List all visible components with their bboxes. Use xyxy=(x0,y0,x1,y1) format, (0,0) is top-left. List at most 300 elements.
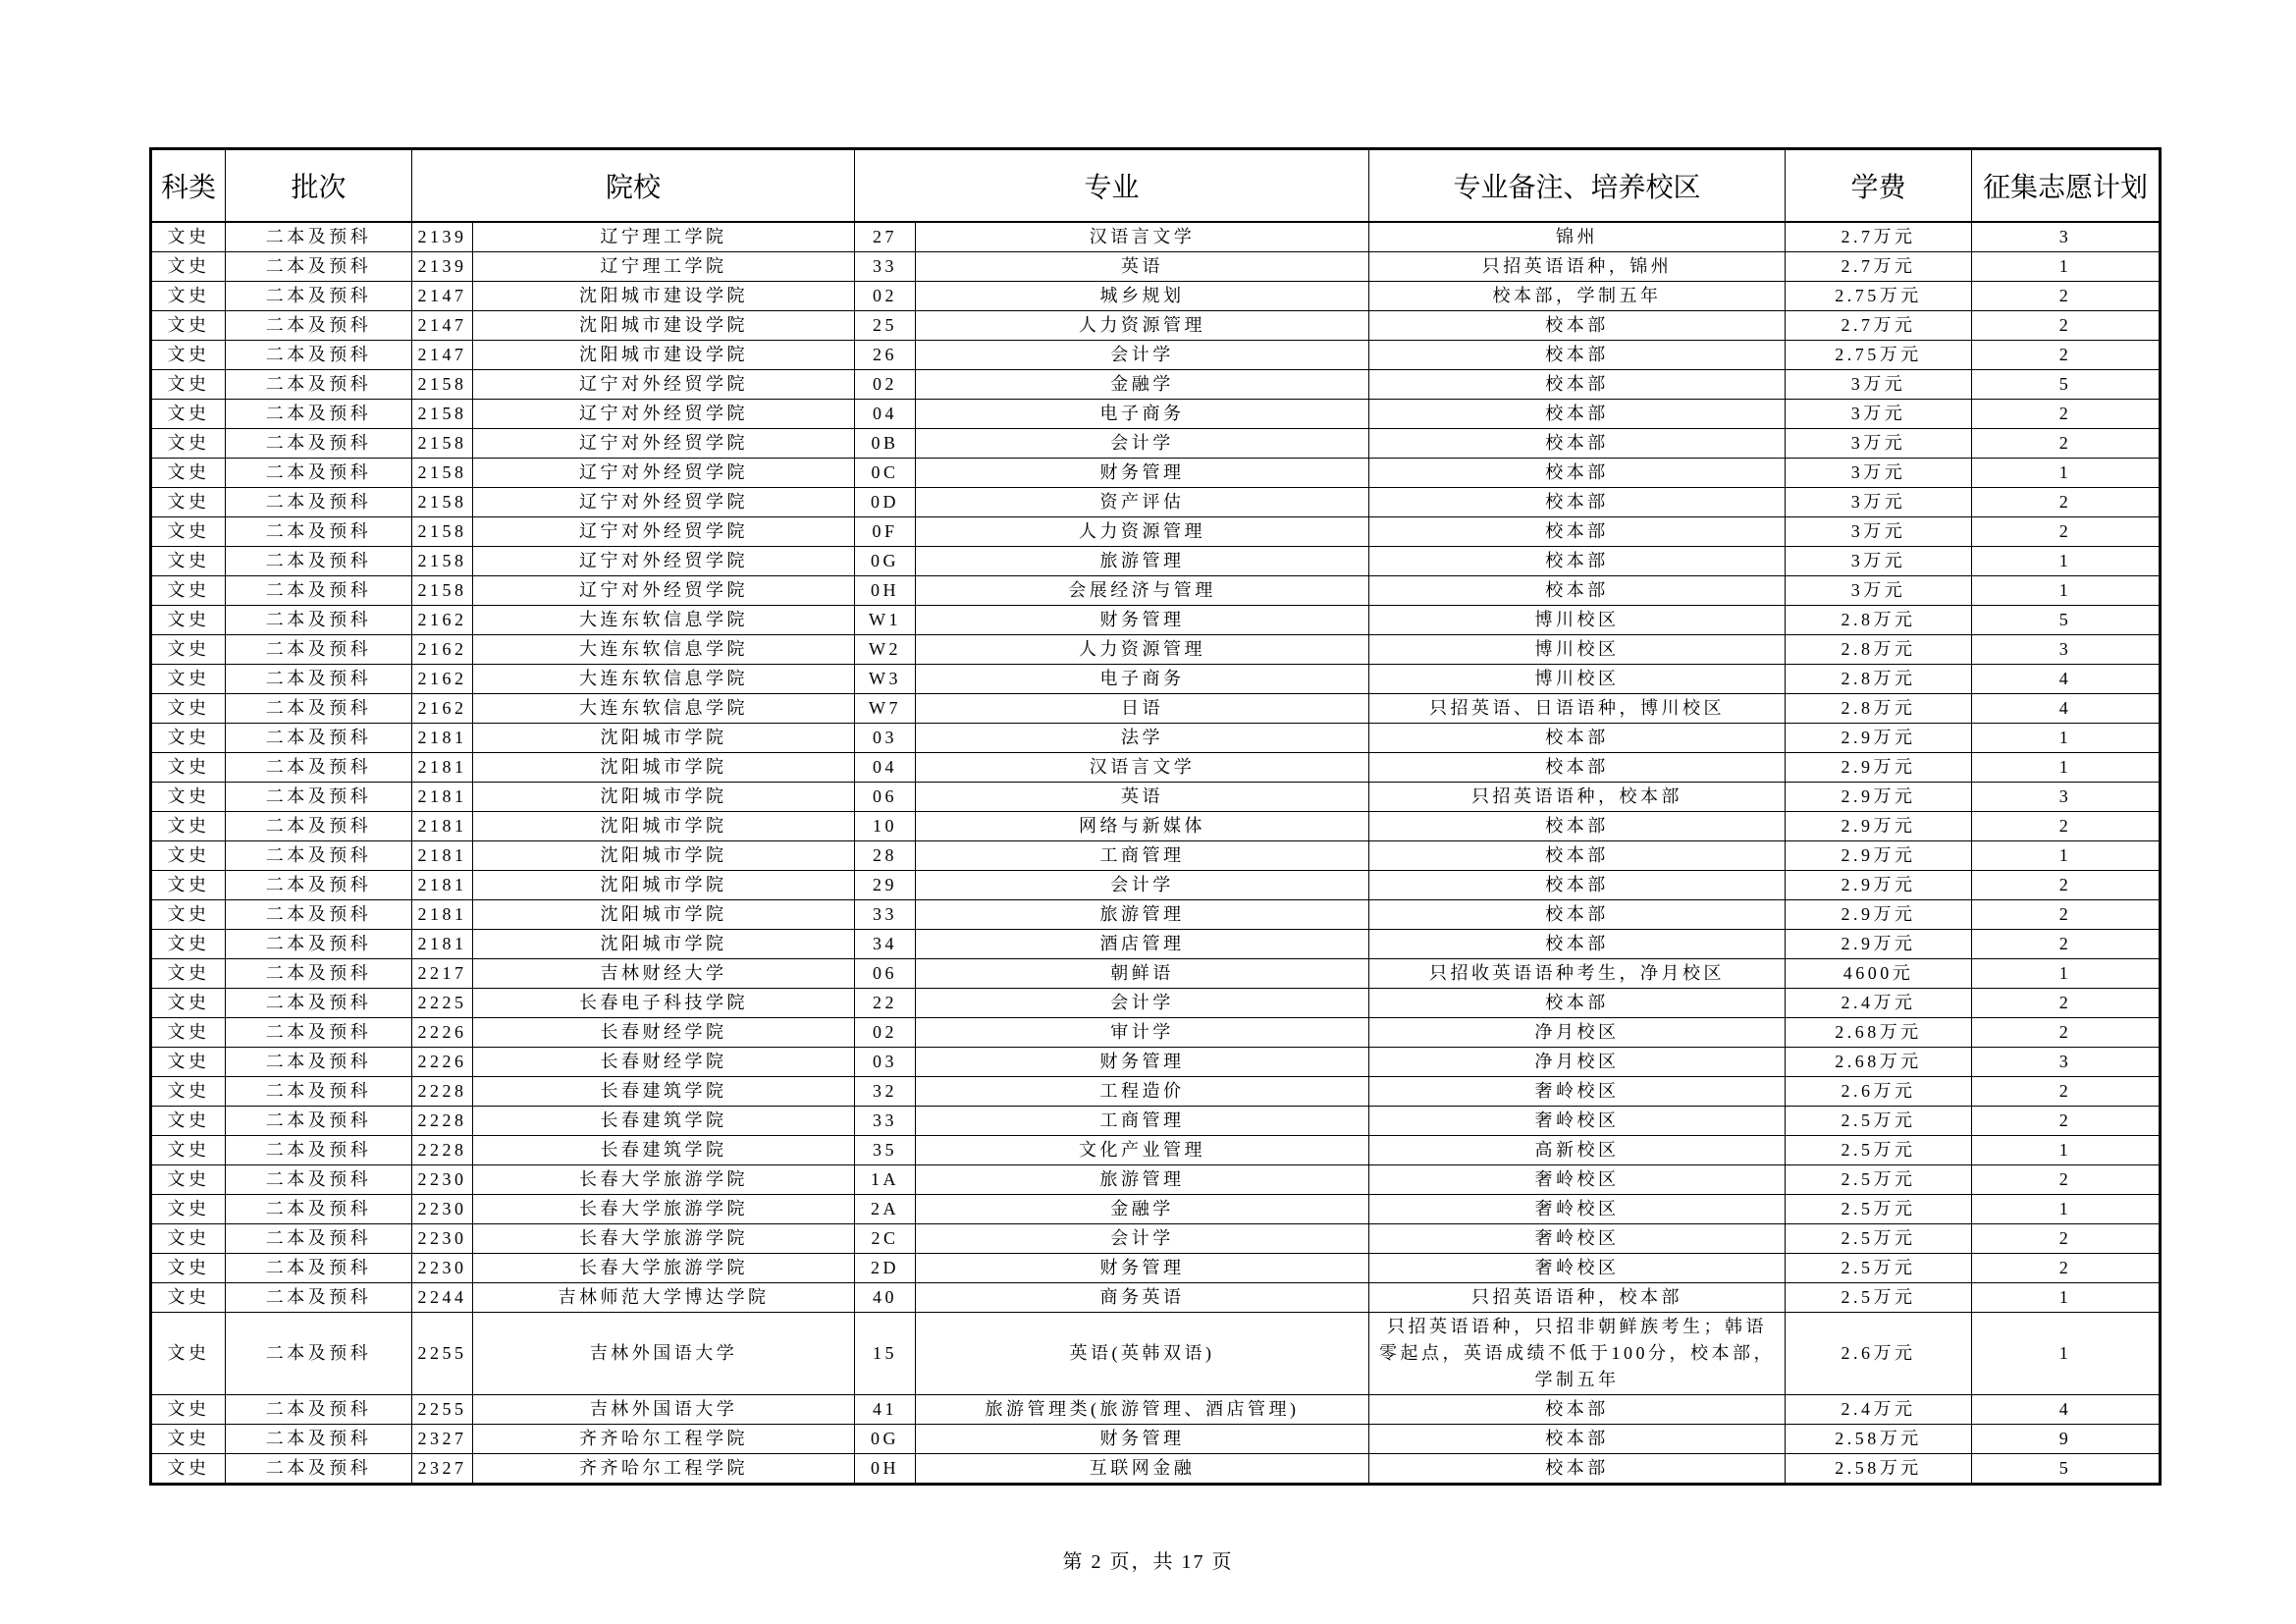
school-code-cell: 2226 xyxy=(412,1018,473,1048)
batch-cell: 二本及预科 xyxy=(226,1313,412,1395)
table-row xyxy=(151,753,2161,783)
table-row xyxy=(151,606,2161,635)
school-name-cell: 辽宁对外经贸学院 xyxy=(473,517,855,547)
note-cell: 奢岭校区 xyxy=(1369,1224,1786,1254)
major-name-cell: 会计学 xyxy=(916,1224,1369,1254)
note-cell: 只招英语、日语语种，博川校区 xyxy=(1369,694,1786,724)
school-name-cell: 沈阳城市学院 xyxy=(473,753,855,783)
tuition-cell: 2.58万元 xyxy=(1786,1425,1972,1454)
major-name-cell: 朝鲜语 xyxy=(916,959,1369,989)
category-cell: 文史 xyxy=(151,222,226,252)
plan-cell: 1 xyxy=(1972,1136,2161,1165)
category-cell: 文史 xyxy=(151,753,226,783)
category-cell: 文史 xyxy=(151,488,226,517)
plan-cell: 2 xyxy=(1972,429,2161,459)
major-code-cell: 02 xyxy=(855,1018,916,1048)
note-cell: 净月校区 xyxy=(1369,1018,1786,1048)
category-cell: 文史 xyxy=(151,1107,226,1136)
school-code-cell: 2230 xyxy=(412,1224,473,1254)
major-code-cell: 33 xyxy=(855,900,916,930)
major-name-cell: 会计学 xyxy=(916,429,1369,459)
school-code-cell: 2217 xyxy=(412,959,473,989)
category-cell: 文史 xyxy=(151,517,226,547)
plan-cell: 2 xyxy=(1972,930,2161,959)
school-code-cell: 2162 xyxy=(412,665,473,694)
note-cell: 博川校区 xyxy=(1369,606,1786,635)
major-name-cell: 商务英语 xyxy=(916,1283,1369,1313)
note-cell: 校本部 xyxy=(1369,930,1786,959)
school-name-cell: 吉林外国语大学 xyxy=(473,1395,855,1425)
table-row xyxy=(151,1048,2161,1077)
batch-cell: 二本及预科 xyxy=(226,900,412,930)
school-code-cell: 2162 xyxy=(412,606,473,635)
table-row xyxy=(151,311,2161,341)
school-code-cell: 2181 xyxy=(412,812,473,841)
note-cell: 校本部 xyxy=(1369,841,1786,871)
plan-cell: 3 xyxy=(1972,635,2161,665)
school-code-cell: 2162 xyxy=(412,635,473,665)
major-name-cell: 电子商务 xyxy=(916,400,1369,429)
plan-cell: 1 xyxy=(1972,547,2161,576)
plan-cell: 3 xyxy=(1972,783,2161,812)
table-row xyxy=(151,459,2161,488)
school-name-cell: 齐齐哈尔工程学院 xyxy=(473,1425,855,1454)
school-code-cell: 2225 xyxy=(412,989,473,1018)
note-cell: 只招英语语种，校本部 xyxy=(1369,1283,1786,1313)
plan-cell: 2 xyxy=(1972,1224,2161,1254)
table-row xyxy=(151,517,2161,547)
major-name-cell: 会计学 xyxy=(916,871,1369,900)
major-name-cell: 人力资源管理 xyxy=(916,517,1369,547)
note-cell: 博川校区 xyxy=(1369,635,1786,665)
tuition-cell: 2.7万元 xyxy=(1786,311,1972,341)
plan-cell: 2 xyxy=(1972,400,2161,429)
tuition-cell: 3万元 xyxy=(1786,576,1972,606)
category-cell: 文史 xyxy=(151,1454,226,1485)
batch-cell: 二本及预科 xyxy=(226,517,412,547)
note-cell: 校本部 xyxy=(1369,753,1786,783)
plan-cell: 2 xyxy=(1972,488,2161,517)
school-code-cell: 2228 xyxy=(412,1077,473,1107)
tuition-cell: 2.9万元 xyxy=(1786,753,1972,783)
batch-cell: 二本及预科 xyxy=(226,400,412,429)
school-name-cell: 辽宁对外经贸学院 xyxy=(473,488,855,517)
note-cell: 校本部 xyxy=(1369,812,1786,841)
school-name-cell: 长春大学旅游学院 xyxy=(473,1254,855,1283)
plan-cell: 2 xyxy=(1972,900,2161,930)
category-cell: 文史 xyxy=(151,1395,226,1425)
tuition-cell: 2.5万元 xyxy=(1786,1195,1972,1224)
note-cell: 校本部 xyxy=(1369,341,1786,370)
major-code-cell: 2C xyxy=(855,1224,916,1254)
tuition-cell: 3万元 xyxy=(1786,400,1972,429)
page-number: 第 2 页，共 17 页 xyxy=(1062,1551,1234,1573)
table-row xyxy=(151,252,2161,282)
note-cell: 奢岭校区 xyxy=(1369,1077,1786,1107)
plan-cell: 2 xyxy=(1972,311,2161,341)
tuition-cell: 2.5万元 xyxy=(1786,1254,1972,1283)
category-cell: 文史 xyxy=(151,1195,226,1224)
major-code-cell: 34 xyxy=(855,930,916,959)
category-cell: 文史 xyxy=(151,959,226,989)
plan-cell: 1 xyxy=(1972,576,2161,606)
header-school: 院校 xyxy=(412,149,855,223)
table-row xyxy=(151,1107,2161,1136)
major-code-cell: 29 xyxy=(855,871,916,900)
school-name-cell: 长春建筑学院 xyxy=(473,1136,855,1165)
major-code-cell: 0F xyxy=(855,517,916,547)
batch-cell: 二本及预科 xyxy=(226,635,412,665)
note-cell: 只招英语语种，只招非朝鲜族考生；韩语零起点，英语成绩不低于100分，校本部，学制五年 xyxy=(1369,1313,1786,1395)
category-cell: 文史 xyxy=(151,841,226,871)
major-name-cell: 英语(英韩双语) xyxy=(916,1313,1369,1395)
note-cell: 校本部 xyxy=(1369,576,1786,606)
tuition-cell: 2.8万元 xyxy=(1786,606,1972,635)
table-row xyxy=(151,665,2161,694)
table-row xyxy=(151,1283,2161,1313)
table-header xyxy=(151,149,2161,223)
header-category: 科类 xyxy=(151,149,226,223)
tuition-cell: 3万元 xyxy=(1786,488,1972,517)
plan-cell: 2 xyxy=(1972,1018,2161,1048)
plan-cell: 3 xyxy=(1972,1048,2161,1077)
school-code-cell: 2181 xyxy=(412,930,473,959)
category-cell: 文史 xyxy=(151,1018,226,1048)
major-code-cell: 22 xyxy=(855,989,916,1018)
major-code-cell: 03 xyxy=(855,1048,916,1077)
category-cell: 文史 xyxy=(151,341,226,370)
note-cell: 高新校区 xyxy=(1369,1136,1786,1165)
major-name-cell: 法学 xyxy=(916,724,1369,753)
major-name-cell: 财务管理 xyxy=(916,459,1369,488)
school-code-cell: 2158 xyxy=(412,517,473,547)
major-name-cell: 金融学 xyxy=(916,1195,1369,1224)
tuition-cell: 2.5万元 xyxy=(1786,1224,1972,1254)
note-cell: 校本部 xyxy=(1369,900,1786,930)
major-code-cell: 41 xyxy=(855,1395,916,1425)
major-name-cell: 酒店管理 xyxy=(916,930,1369,959)
major-name-cell: 日语 xyxy=(916,694,1369,724)
school-name-cell: 沈阳城市学院 xyxy=(473,812,855,841)
school-code-cell: 2228 xyxy=(412,1136,473,1165)
note-cell: 校本部 xyxy=(1369,459,1786,488)
plan-cell: 3 xyxy=(1972,222,2161,252)
school-name-cell: 辽宁对外经贸学院 xyxy=(473,459,855,488)
note-cell: 校本部 xyxy=(1369,1395,1786,1425)
batch-cell: 二本及预科 xyxy=(226,1165,412,1195)
major-code-cell: 28 xyxy=(855,841,916,871)
major-code-cell: 26 xyxy=(855,341,916,370)
header-row xyxy=(151,149,2161,223)
batch-cell: 二本及预科 xyxy=(226,724,412,753)
category-cell: 文史 xyxy=(151,1165,226,1195)
tuition-cell: 3万元 xyxy=(1786,517,1972,547)
plan-cell: 2 xyxy=(1972,1077,2161,1107)
plan-cell: 1 xyxy=(1972,724,2161,753)
batch-cell: 二本及预科 xyxy=(226,989,412,1018)
school-name-cell: 沈阳城市学院 xyxy=(473,724,855,753)
note-cell: 奢岭校区 xyxy=(1369,1165,1786,1195)
plan-cell: 2 xyxy=(1972,282,2161,311)
plan-cell: 1 xyxy=(1972,1283,2161,1313)
major-name-cell: 财务管理 xyxy=(916,1425,1369,1454)
table-row xyxy=(151,930,2161,959)
plan-cell: 5 xyxy=(1972,1454,2161,1485)
category-cell: 文史 xyxy=(151,1283,226,1313)
major-code-cell: 15 xyxy=(855,1313,916,1395)
note-cell: 校本部 xyxy=(1369,488,1786,517)
note-cell: 校本部 xyxy=(1369,517,1786,547)
major-name-cell: 会计学 xyxy=(916,989,1369,1018)
batch-cell: 二本及预科 xyxy=(226,1254,412,1283)
school-code-cell: 2139 xyxy=(412,252,473,282)
school-name-cell: 沈阳城市建设学院 xyxy=(473,341,855,370)
category-cell: 文史 xyxy=(151,694,226,724)
school-code-cell: 2181 xyxy=(412,724,473,753)
school-name-cell: 长春财经学院 xyxy=(473,1048,855,1077)
school-code-cell: 2158 xyxy=(412,400,473,429)
school-code-cell: 2147 xyxy=(412,282,473,311)
school-code-cell: 2244 xyxy=(412,1283,473,1313)
school-code-cell: 2181 xyxy=(412,900,473,930)
note-cell: 校本部 xyxy=(1369,871,1786,900)
tuition-cell: 2.9万元 xyxy=(1786,871,1972,900)
major-name-cell: 财务管理 xyxy=(916,606,1369,635)
plan-cell: 5 xyxy=(1972,370,2161,400)
school-name-cell: 吉林外国语大学 xyxy=(473,1313,855,1395)
school-code-cell: 2181 xyxy=(412,841,473,871)
school-code-cell: 2226 xyxy=(412,1048,473,1077)
plan-cell: 2 xyxy=(1972,517,2161,547)
school-code-cell: 2162 xyxy=(412,694,473,724)
category-cell: 文史 xyxy=(151,812,226,841)
school-code-cell: 2147 xyxy=(412,341,473,370)
table-row xyxy=(151,488,2161,517)
major-code-cell: 10 xyxy=(855,812,916,841)
tuition-cell: 2.9万元 xyxy=(1786,724,1972,753)
tuition-cell: 2.6万元 xyxy=(1786,1077,1972,1107)
school-name-cell: 长春财经学院 xyxy=(473,1018,855,1048)
note-cell: 校本部 xyxy=(1369,400,1786,429)
school-name-cell: 齐齐哈尔工程学院 xyxy=(473,1454,855,1485)
plan-cell: 4 xyxy=(1972,665,2161,694)
plan-cell: 1 xyxy=(1972,1195,2161,1224)
major-name-cell: 城乡规划 xyxy=(916,282,1369,311)
batch-cell: 二本及预科 xyxy=(226,812,412,841)
batch-cell: 二本及预科 xyxy=(226,753,412,783)
school-name-cell: 辽宁理工学院 xyxy=(473,222,855,252)
batch-cell: 二本及预科 xyxy=(226,341,412,370)
school-name-cell: 大连东软信息学院 xyxy=(473,694,855,724)
note-cell: 只招英语语种，校本部 xyxy=(1369,783,1786,812)
major-code-cell: 03 xyxy=(855,724,916,753)
tuition-cell: 2.75万元 xyxy=(1786,282,1972,311)
major-name-cell: 审计学 xyxy=(916,1018,1369,1048)
note-cell: 奢岭校区 xyxy=(1369,1107,1786,1136)
school-code-cell: 2327 xyxy=(412,1425,473,1454)
category-cell: 文史 xyxy=(151,311,226,341)
major-code-cell: 06 xyxy=(855,783,916,812)
plan-cell: 2 xyxy=(1972,871,2161,900)
plan-cell: 2 xyxy=(1972,1165,2161,1195)
category-cell: 文史 xyxy=(151,282,226,311)
major-code-cell: W3 xyxy=(855,665,916,694)
note-cell: 锦州 xyxy=(1369,222,1786,252)
category-cell: 文史 xyxy=(151,989,226,1018)
school-name-cell: 辽宁对外经贸学院 xyxy=(473,576,855,606)
note-cell: 校本部 xyxy=(1369,1454,1786,1485)
category-cell: 文史 xyxy=(151,1254,226,1283)
major-code-cell: 0H xyxy=(855,1454,916,1485)
table-row xyxy=(151,783,2161,812)
batch-cell: 二本及预科 xyxy=(226,222,412,252)
plan-cell: 2 xyxy=(1972,341,2161,370)
major-name-cell: 互联网金融 xyxy=(916,1454,1369,1485)
note-cell: 只招收英语语种考生，净月校区 xyxy=(1369,959,1786,989)
category-cell: 文史 xyxy=(151,724,226,753)
table-row xyxy=(151,989,2161,1018)
plan-cell: 1 xyxy=(1972,459,2161,488)
batch-cell: 二本及预科 xyxy=(226,1283,412,1313)
school-code-cell: 2158 xyxy=(412,429,473,459)
batch-cell: 二本及预科 xyxy=(226,282,412,311)
plan-cell: 2 xyxy=(1972,812,2161,841)
note-cell: 奢岭校区 xyxy=(1369,1254,1786,1283)
school-code-cell: 2158 xyxy=(412,547,473,576)
batch-cell: 二本及预科 xyxy=(226,959,412,989)
category-cell: 文史 xyxy=(151,576,226,606)
category-cell: 文史 xyxy=(151,900,226,930)
school-name-cell: 长春建筑学院 xyxy=(473,1107,855,1136)
major-code-cell: 02 xyxy=(855,370,916,400)
major-name-cell: 网络与新媒体 xyxy=(916,812,1369,841)
school-code-cell: 2228 xyxy=(412,1107,473,1136)
table-row xyxy=(151,724,2161,753)
tuition-cell: 2.9万元 xyxy=(1786,841,1972,871)
batch-cell: 二本及预科 xyxy=(226,1425,412,1454)
major-code-cell: 0G xyxy=(855,1425,916,1454)
note-cell: 校本部 xyxy=(1369,311,1786,341)
major-code-cell: 27 xyxy=(855,222,916,252)
major-name-cell: 旅游管理类(旅游管理、酒店管理) xyxy=(916,1395,1369,1425)
major-code-cell: 33 xyxy=(855,252,916,282)
category-cell: 文史 xyxy=(151,1425,226,1454)
batch-cell: 二本及预科 xyxy=(226,459,412,488)
table-row xyxy=(151,1136,2161,1165)
batch-cell: 二本及预科 xyxy=(226,429,412,459)
major-code-cell: 0B xyxy=(855,429,916,459)
major-code-cell: W2 xyxy=(855,635,916,665)
school-code-cell: 2255 xyxy=(412,1313,473,1395)
school-code-cell: 2147 xyxy=(412,311,473,341)
tuition-cell: 2.7万元 xyxy=(1786,222,1972,252)
major-code-cell: 0C xyxy=(855,459,916,488)
tuition-cell: 2.8万元 xyxy=(1786,665,1972,694)
batch-cell: 二本及预科 xyxy=(226,783,412,812)
admission-plan-table xyxy=(149,147,2162,1486)
batch-cell: 二本及预科 xyxy=(226,1077,412,1107)
school-code-cell: 2181 xyxy=(412,753,473,783)
batch-cell: 二本及预科 xyxy=(226,606,412,635)
school-name-cell: 长春大学旅游学院 xyxy=(473,1165,855,1195)
table-row xyxy=(151,282,2161,311)
note-cell: 校本部 xyxy=(1369,429,1786,459)
category-cell: 文史 xyxy=(151,783,226,812)
school-code-cell: 2158 xyxy=(412,459,473,488)
school-name-cell: 辽宁对外经贸学院 xyxy=(473,370,855,400)
batch-cell: 二本及预科 xyxy=(226,311,412,341)
major-code-cell: 1A xyxy=(855,1165,916,1195)
major-code-cell: 0D xyxy=(855,488,916,517)
table-row xyxy=(151,1313,2161,1395)
batch-cell: 二本及预科 xyxy=(226,547,412,576)
batch-cell: 二本及预科 xyxy=(226,1395,412,1425)
table-row xyxy=(151,1425,2161,1454)
major-name-cell: 人力资源管理 xyxy=(916,311,1369,341)
header-major: 专业 xyxy=(855,149,1369,223)
school-name-cell: 吉林师范大学博达学院 xyxy=(473,1283,855,1313)
major-code-cell: 25 xyxy=(855,311,916,341)
header-plan: 征集志愿计划 xyxy=(1972,149,2161,223)
tuition-cell: 3万元 xyxy=(1786,429,1972,459)
plan-cell: 5 xyxy=(1972,606,2161,635)
major-code-cell: 02 xyxy=(855,282,916,311)
school-name-cell: 沈阳城市学院 xyxy=(473,841,855,871)
school-name-cell: 辽宁对外经贸学院 xyxy=(473,547,855,576)
table-row xyxy=(151,547,2161,576)
category-cell: 文史 xyxy=(151,429,226,459)
tuition-cell: 2.68万元 xyxy=(1786,1048,1972,1077)
tuition-cell: 2.58万元 xyxy=(1786,1454,1972,1485)
batch-cell: 二本及预科 xyxy=(226,930,412,959)
tuition-cell: 3万元 xyxy=(1786,370,1972,400)
batch-cell: 二本及预科 xyxy=(226,1224,412,1254)
school-name-cell: 沈阳城市学院 xyxy=(473,900,855,930)
tuition-cell: 2.68万元 xyxy=(1786,1018,1972,1048)
table-row xyxy=(151,1254,2161,1283)
batch-cell: 二本及预科 xyxy=(226,370,412,400)
batch-cell: 二本及预科 xyxy=(226,665,412,694)
major-name-cell: 工商管理 xyxy=(916,1107,1369,1136)
school-code-cell: 2255 xyxy=(412,1395,473,1425)
tuition-cell: 2.4万元 xyxy=(1786,989,1972,1018)
major-name-cell: 资产评估 xyxy=(916,488,1369,517)
school-name-cell: 大连东软信息学院 xyxy=(473,635,855,665)
table-row xyxy=(151,576,2161,606)
major-name-cell: 英语 xyxy=(916,783,1369,812)
batch-cell: 二本及预科 xyxy=(226,576,412,606)
school-name-cell: 沈阳城市建设学院 xyxy=(473,311,855,341)
school-code-cell: 2139 xyxy=(412,222,473,252)
major-name-cell: 财务管理 xyxy=(916,1254,1369,1283)
school-code-cell: 2158 xyxy=(412,488,473,517)
note-cell: 校本部，学制五年 xyxy=(1369,282,1786,311)
batch-cell: 二本及预科 xyxy=(226,1107,412,1136)
school-name-cell: 长春大学旅游学院 xyxy=(473,1195,855,1224)
plan-cell: 4 xyxy=(1972,694,2161,724)
table-row xyxy=(151,1165,2161,1195)
batch-cell: 二本及预科 xyxy=(226,1048,412,1077)
tuition-cell: 2.8万元 xyxy=(1786,635,1972,665)
category-cell: 文史 xyxy=(151,370,226,400)
note-cell: 博川校区 xyxy=(1369,665,1786,694)
tuition-cell: 3万元 xyxy=(1786,547,1972,576)
batch-cell: 二本及预科 xyxy=(226,1195,412,1224)
major-code-cell: W7 xyxy=(855,694,916,724)
school-code-cell: 2181 xyxy=(412,783,473,812)
table-row xyxy=(151,959,2161,989)
plan-cell: 1 xyxy=(1972,959,2161,989)
